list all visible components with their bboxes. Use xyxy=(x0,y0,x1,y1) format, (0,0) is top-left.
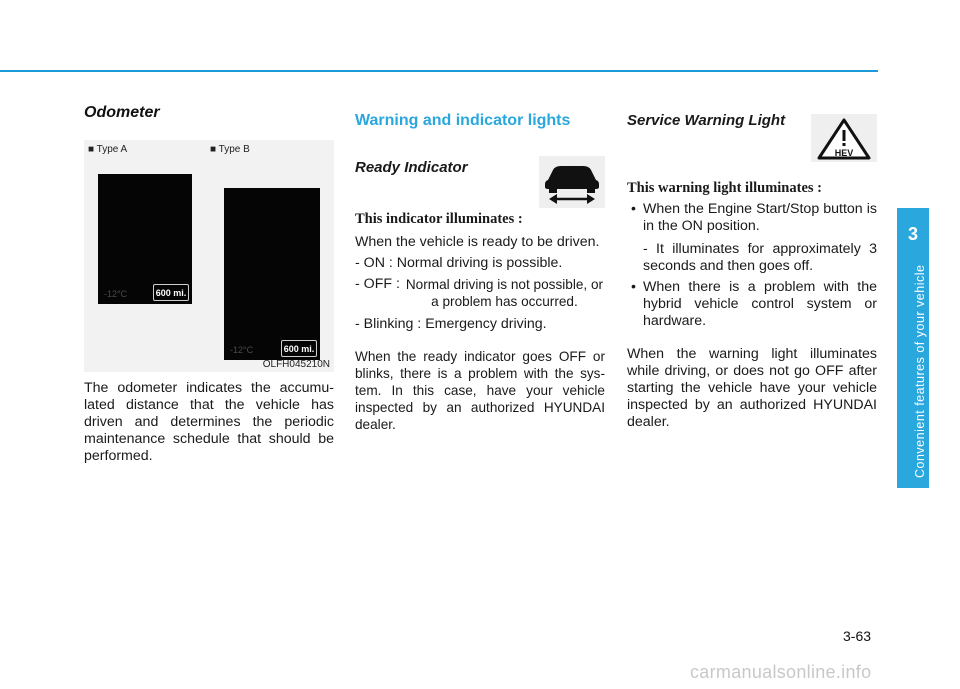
service-condition-1-text: When the Engine Start/Stop button is in the ON position. xyxy=(643,201,877,234)
warning-section xyxy=(355,104,605,433)
state-off-text: Normal driving is not possible, or a problem has occurred. xyxy=(405,277,604,309)
hev-icon-label: HEV xyxy=(834,148,854,158)
figure-code: OLFH045210N xyxy=(262,359,330,370)
service-condition-2: • When there is a problem with the hybrid vehicle control system or hardware. xyxy=(627,279,877,330)
service-section xyxy=(627,104,877,431)
service-illuminates-heading: This warning light illuminates : xyxy=(627,180,822,196)
ready-indicator-title: Ready Indicator xyxy=(355,159,468,176)
service-condition-1 xyxy=(627,201,877,275)
odometer-body: The odometer indicates the accumu-lated distance that the vehicle has driven and determines the periodic maintenance schedule that should be performed. xyxy=(84,380,334,464)
odometer-readout-a: 600 mi. xyxy=(153,284,189,301)
ready-intro: When the vehicle is ready to be driven. xyxy=(355,234,600,250)
ready-indicator-icon xyxy=(539,156,605,208)
ready-body: When the ready indicator goes OFF or blinks, there is a problem with the sys-tem. In this case, have your vehicle inspected by an authorized HYUNDAI dealer. xyxy=(355,349,605,432)
chapter-title: Convenient features of your vehicle xyxy=(913,264,927,478)
warning-title: Warning and indicator lights xyxy=(355,112,571,129)
service-condition-1-sub: - It illuminates for approximately 3 seconds and then goes off. xyxy=(643,241,877,274)
odometer-readout-b: 600 mi. xyxy=(281,340,317,357)
state-on xyxy=(355,255,605,272)
chapter-tab xyxy=(897,208,929,488)
watermark: carmanualsonline.info xyxy=(690,662,872,682)
chapter-number: 3 xyxy=(907,224,918,244)
service-body: When the warning light illuminates while driving, or does not go OFF after starting the vehicle have your vehicle inspected by an authorized HYUNDAI dealer. xyxy=(627,346,877,430)
cluster-display-type-a xyxy=(98,174,192,304)
ready-illuminates-heading: This indicator illuminates : xyxy=(355,211,523,227)
type-a-label: ■ Type A xyxy=(88,144,128,155)
state-blinking xyxy=(355,316,605,333)
state-off-key: - OFF : xyxy=(355,276,400,292)
state-on-text: Normal driving is possible. xyxy=(396,255,563,271)
page-number: 3-63 xyxy=(843,628,872,644)
temperature-readout-a: -12°C xyxy=(104,289,128,299)
state-blinking-key: - Blinking : xyxy=(355,316,422,332)
service-conditions-list xyxy=(627,201,877,330)
odometer-figure xyxy=(84,140,334,372)
state-blinking-text: Emergency driving. xyxy=(425,316,547,332)
service-title: Service Warning Light xyxy=(627,112,786,129)
state-on-key: - ON : xyxy=(355,255,393,271)
state-off xyxy=(355,276,605,310)
type-b-label: ■ Type B xyxy=(210,144,250,155)
header-rule xyxy=(0,70,878,72)
ready-states-list xyxy=(355,255,605,333)
odometer-title: Odometer xyxy=(84,104,160,121)
hev-warning-icon xyxy=(811,114,877,162)
cluster-display-type-b xyxy=(224,188,320,360)
car-arrow-icon xyxy=(539,156,605,208)
temperature-readout-b: -12°C xyxy=(230,345,254,355)
service-warning-icon xyxy=(811,114,877,162)
odometer-section xyxy=(84,104,334,465)
